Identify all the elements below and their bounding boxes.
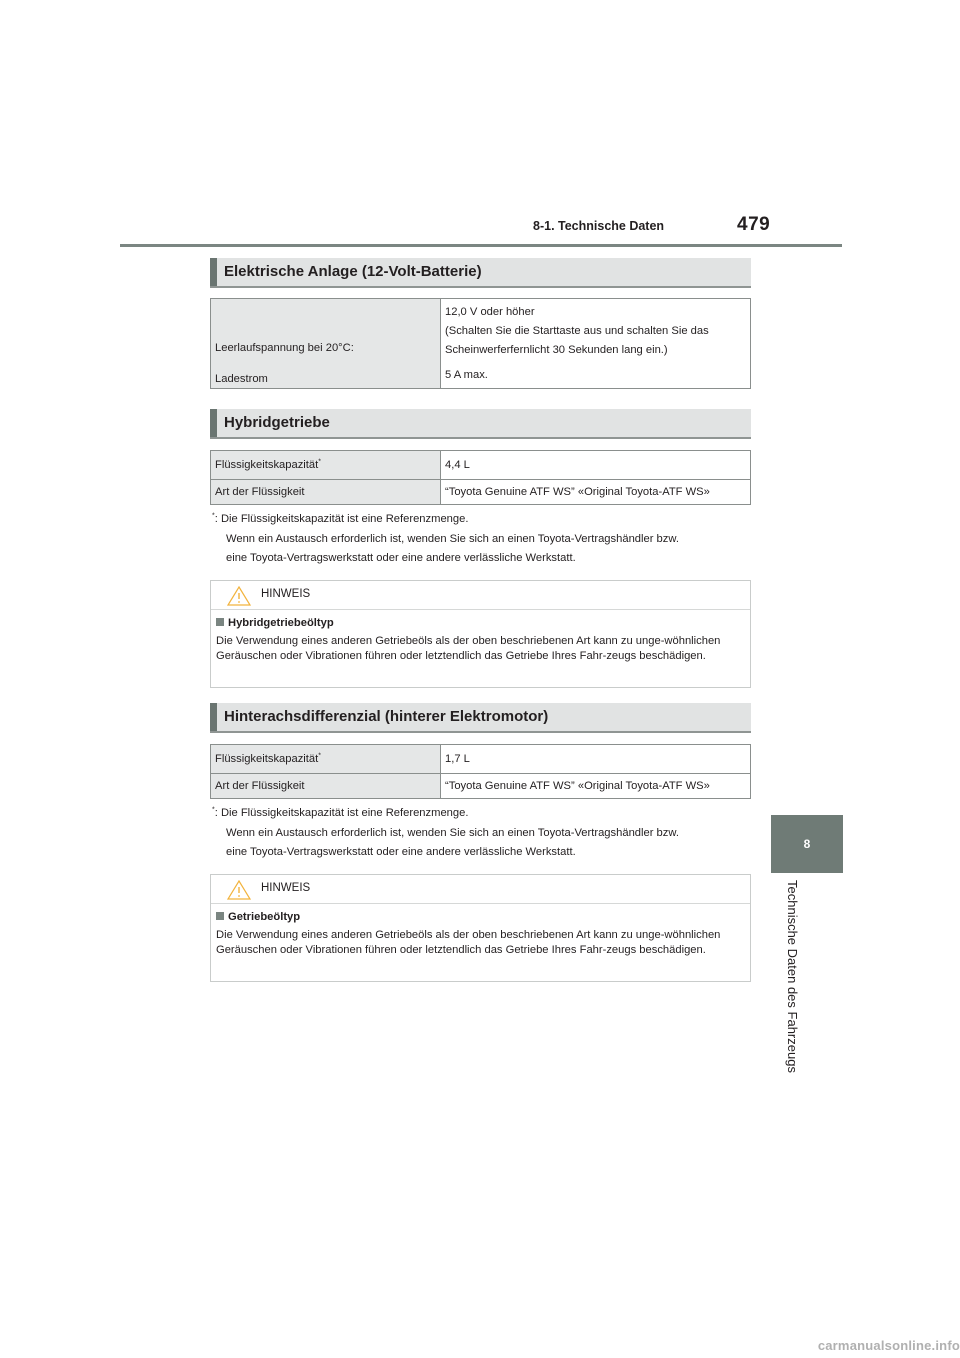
battery-labels-cell — [211, 299, 441, 389]
footnote-line: : Die Flüssigkeitskapazität ist eine Referenzmenge. — [214, 513, 469, 525]
hybrid-heading — [210, 409, 751, 439]
square-bullet-icon — [216, 618, 224, 626]
notice-title-text: Hybridgetriebeöltyp — [228, 617, 334, 629]
notice-body — [211, 904, 750, 965]
battery-voltage-value: 12,0 V oder höher — [445, 305, 535, 318]
rear-diff-notice — [210, 874, 751, 982]
table-row — [211, 480, 751, 505]
chapter-title: Technische Daten des Fahrzeugs — [785, 880, 800, 1073]
footnote-mark: * — [318, 458, 321, 466]
chapter-tab — [771, 815, 843, 873]
battery-values-cell — [441, 299, 751, 389]
notice-title — [216, 616, 745, 632]
notice-title-text: Getriebeöltyp — [228, 911, 301, 923]
table-row — [211, 774, 751, 799]
warning-triangle-icon — [227, 586, 251, 606]
battery-current-label: Ladestrom — [215, 372, 268, 385]
footnote-mark: * — [212, 806, 215, 814]
table-row — [211, 745, 751, 774]
battery-table — [210, 298, 751, 389]
footnote-line: Wenn ein Austausch erforderlich ist, wenden Sie sich an einen Toyota-Vertragshändler bzw. — [226, 826, 679, 839]
table-row — [211, 451, 751, 480]
rear-diff-table — [210, 744, 751, 799]
rear-fluid-value: “Toyota Genuine ATF WS” «Original Toyota-ATF WS» — [441, 774, 751, 799]
notice-body — [211, 610, 750, 671]
footnote-mark: * — [212, 512, 215, 520]
hybrid-capacity-value: 4,4 L — [441, 451, 751, 480]
table-row — [211, 299, 751, 389]
rear-diff-heading-text: Hinterachsdifferenzial (hinterer Elektromotor) — [224, 708, 549, 725]
footnote-line: : Die Flüssigkeitskapazität ist eine Referenzmenge. — [214, 807, 469, 819]
header-rule — [120, 244, 842, 247]
notice-label: HINWEIS — [261, 588, 311, 600]
hybrid-footnote — [212, 510, 772, 569]
hybrid-heading-text: Hybridgetriebe — [224, 414, 330, 431]
warning-triangle-icon — [227, 880, 251, 900]
chapter-number: 8 — [803, 837, 811, 851]
watermark[interactable]: carmanualsonline.info — [817, 1338, 960, 1353]
battery-heading-text: Elektrische Anlage (12-Volt-Batterie) — [224, 263, 482, 280]
rear-diff-heading — [210, 703, 751, 733]
battery-voltage-note-1: (Schalten Sie die Starttaste aus und schalten Sie das — [445, 324, 709, 337]
notice-header — [211, 875, 750, 904]
page-number: 479 — [737, 214, 771, 235]
hybrid-capacity-label — [211, 451, 441, 480]
rear-capacity-value: 1,7 L — [441, 745, 751, 774]
square-bullet-icon — [216, 912, 224, 920]
rear-capacity-label — [211, 745, 441, 774]
notice-title — [216, 910, 745, 926]
hybrid-notice — [210, 580, 751, 688]
battery-voltage-label: Leerlaufspannung bei 20°C: — [215, 341, 354, 354]
rear-diff-footnote — [212, 804, 772, 863]
section-title: 8-1. Technische Daten — [533, 219, 665, 233]
rear-capacity-label-text: Flüssigkeitskapazität — [215, 753, 319, 765]
notice-text: Die Verwendung eines anderen Getriebeöls als der oben beschriebenen Art kann zu unge-wöhnlichen Geräuschen oder Vibrationen führen oder letztendlich das Getriebe Ihres Fahr-zeugs beschädigen. — [216, 928, 721, 956]
footnote-mark: * — [318, 752, 321, 760]
footnote-line: Wenn ein Austausch erforderlich ist, wenden Sie sich an einen Toyota-Vertragshändler bzw. — [226, 532, 679, 545]
notice-label: HINWEIS — [261, 882, 311, 894]
footnote-line: eine Toyota-Vertragswerkstatt oder eine andere verlässliche Werkstatt. — [226, 552, 576, 564]
hybrid-table — [210, 450, 751, 505]
battery-heading — [210, 258, 751, 288]
notice-text: Die Verwendung eines anderen Getriebeöls als der oben beschriebenen Art kann zu unge-wöhnlichen Geräuschen oder Vibrationen führen oder letztendlich das Getriebe Ihres Fahr-zeugs beschädigen. — [216, 634, 721, 662]
hybrid-fluid-value: “Toyota Genuine ATF WS” «Original Toyota-ATF WS» — [441, 480, 751, 505]
battery-current-value: 5 A max. — [445, 368, 488, 381]
footnote-line: eine Toyota-Vertragswerkstatt oder eine andere verlässliche Werkstatt. — [226, 846, 576, 858]
battery-voltage-note-2: Scheinwerferfernlicht 30 Sekunden lang ein.) — [445, 343, 668, 356]
notice-header — [211, 581, 750, 610]
hybrid-capacity-label-text: Flüssigkeitskapazität — [215, 459, 319, 471]
rear-fluid-label: Art der Flüssigkeit — [211, 774, 441, 799]
hybrid-fluid-label: Art der Flüssigkeit — [211, 480, 441, 505]
